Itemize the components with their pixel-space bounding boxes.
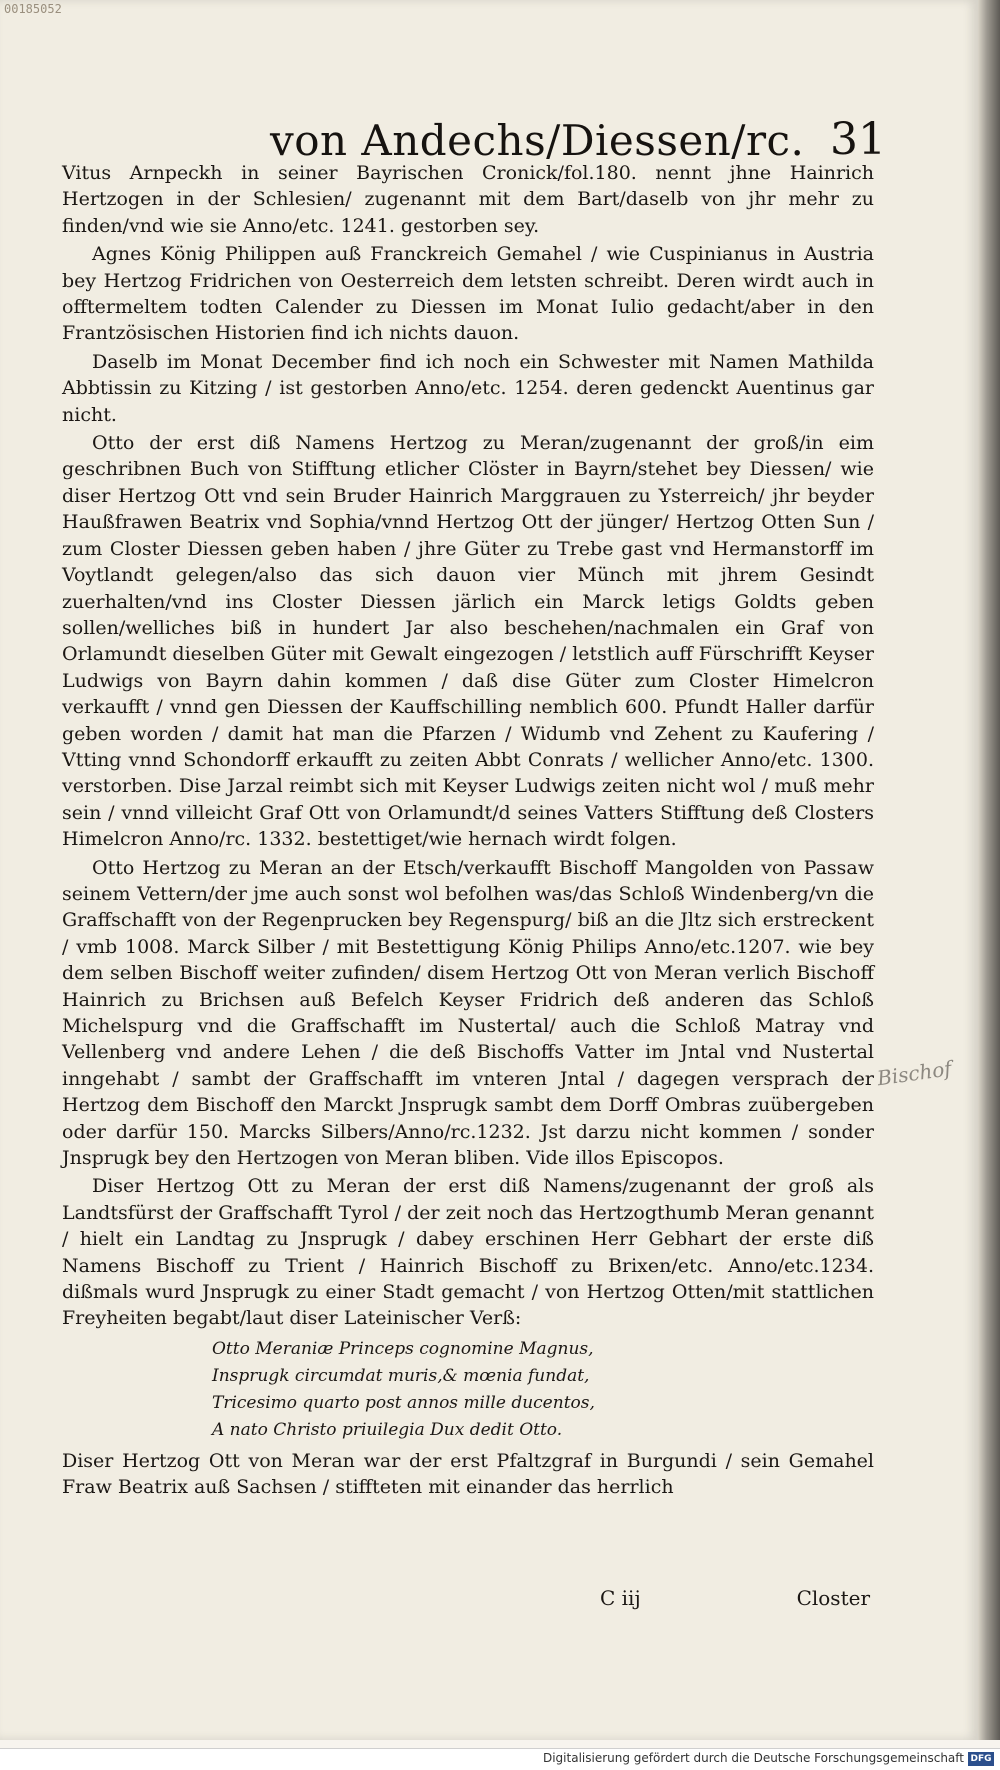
verse-line: Otto Meraniæ Princeps cognomine Magnus, (212, 1338, 594, 1359)
body-text (62, 160, 874, 1503)
footer-bar (0, 1748, 1000, 1770)
footer-text: Digitalisierung gefördert durch die Deutsche Forschungsgemeinschaft (542, 1751, 964, 1765)
verse-line: Insprugk circumdat muris,& mœnia fundat, (212, 1365, 590, 1386)
catchword: Closter (796, 1586, 870, 1610)
verse-line: A nato Christo priuilegia Dux dedit Otto. (212, 1419, 563, 1440)
running-title: von Andechs/Diessen/rc. (270, 116, 805, 165)
folio-number: 31 (830, 114, 886, 165)
latin-verse (212, 1336, 874, 1444)
catchline (600, 1586, 870, 1616)
paragraph: Otto Hertzog zu Meran an der Etsch/verkaufft Bischoff Mangolden von Passaw seinem Vettern/der jme auch sonst wol befolhen was/das Schloß Windenberg/vn die Graffschafft von der Regenprucken bey Regenspurg/ biß an die Jltz sich erstreckent / vmb 1008. Marck Silber / mit Bestettigung König Philips Anno/etc.1207. wie bey dem selben Bischoff weiter zufinden/ disem Hertzog Ott von Meran verlich Bischoff Hainrich zu Brichsen auß Befelch Keyser Fridrich deß anderen das Schloß Michelspurg vnd die Graffschafft im Nustertal/ auch die Schloß Matray vnd Vellenberg vnd andere Lehen / die deß Bischoffs Vatter im Jntal vnd Nustertal inngehabt / sambt der Graffschafft im vnteren Jntal / dagegen versprach der Hertzog dem Bischoff den Marckt Jnsprugk sambt dem Dorff Ombras zuübergeben oder darfür 150. Marcks Silbers/Anno/rc.1232. Jst darzu nicht kommen / sonder Jnsprugk bey den Hertzogen von Meran bliben. Vide illos Episcopos. (62, 856, 874, 1170)
paragraph: Agnes König Philippen auß Franckreich Gemahel / wie Cuspinianus in Austria bey Hertzog Fridrichen von Oesterreich dem letsten schreibt. Deren wirdt auch in offtermeltem todten Calender zu Diessen im Monat Iulio gedacht/aber in den Frantzösischen Historien find ich nichts dauon. (62, 243, 874, 345)
paragraph: Otto der erst diß Namens Hertzog zu Meran/zugenannt der groß/in eim geschribnen Buch von Stifftung etlicher Clöster in Bayrn/stehet bey Diessen/ wie diser Hertzog Ott vnd sein Bruder Hainrich Marggrauen zu Ysterreich/ jhr beyder Haußfrawen Beatrix vnd Sophia/vnnd Hertzog Ott der jünger/ Hertzog Otten Sun / zum Closter Diessen geben haben / jhre Güter zu Trebe gast vnd Hermanstorff im Voytlandt gelegen/also das sich dauon vier Münch mit jhrem Gesindt zuerhalten/vnd ins Closter Diessen järlich ein Marck letigs Goldts geben sollen/welliches biß in hundert Jar also beschehen/nachmalen ein Graf von Orlamundt dieselben Güter mit Gewalt eingezogen / letstlich auff Fürschrifft Keyser Ludwigs von Bayrn dahin kommen / daß dise Güter zum Closter Himelcron verkaufft / vnnd gen Diessen der Kauffschilling nemblich 600. Pfundt Haller darfür geben worden / damit hat man die Pfarzen / Widumb vnd Zehent zu Kaufering / Vtting vnnd Schondorff erkaufft zu zeiten Abbt Conrats / wellicher Anno/etc. 1300. verstorben. Dise Jarzal reimbt sich mit Keyser Ludwigs zeiten nicht wol / muß mehr sein / vnnd villeicht Graf Ott von Orlamundt/d seines Vatters Stifftung deß Closters Himelcron Anno/rc. 1332. bestettiget/wie hernach wirdt folgen. (62, 432, 874, 851)
verse-line: Tricesimo quarto post annos mille ducentos, (212, 1392, 595, 1413)
sheet-number: 00185052 (4, 2, 62, 16)
paragraph: Daselb im Monat December find ich noch ein Schwester mit Namen Mathilda Abbtissin zu Kitzing / ist gestorben Anno/etc. 1254. deren gedenckt Auentinus gar nicht. (62, 350, 874, 426)
margin-annotation: Bischof (875, 1056, 954, 1091)
paragraph: Vitus Arnpeckh in seiner Bayrischen Cronick/fol.180. nennt jhne Hainrich Hertzogen in der Schlesien/ zugenannt mit dem Bart/daselb von jhr mehr zu finden/vnd wie sie Anno/etc. 1241. gestorben sey. (62, 162, 874, 237)
paragraph: Diser Hertzog Ott zu Meran der erst diß Namens/zugenannt der groß als Landtsfürst der Graffschafft Tyrol / der zeit noch das Hertzogthumb Meran genannt / hielt ein Landtag zu Jnsprugk / dabey erschinen Herr Gebhart der erste diß Namens Bischoff zu Trient / Hainrich Bischoff zu Brixen/etc. Anno/etc.1234. dißmals wurd Jnsprugk zu einer Stadt gemacht / von Hertzog Otten/mit stattlichen Freyheiten begabt/laut diser Lateinischer Verß: (62, 1175, 874, 1330)
paragraph-last: Diser Hertzog Ott von Meran war der erst Pfaltzgraf in Burgundi / sein Gemahel Fraw Beatrix auß Sachsen / stiffteten mit einander das herrlich (62, 1449, 874, 1499)
page-edge (978, 0, 1000, 1740)
dfg-logo-icon: DFG (968, 1752, 994, 1766)
signature-mark: C iij (600, 1586, 641, 1610)
